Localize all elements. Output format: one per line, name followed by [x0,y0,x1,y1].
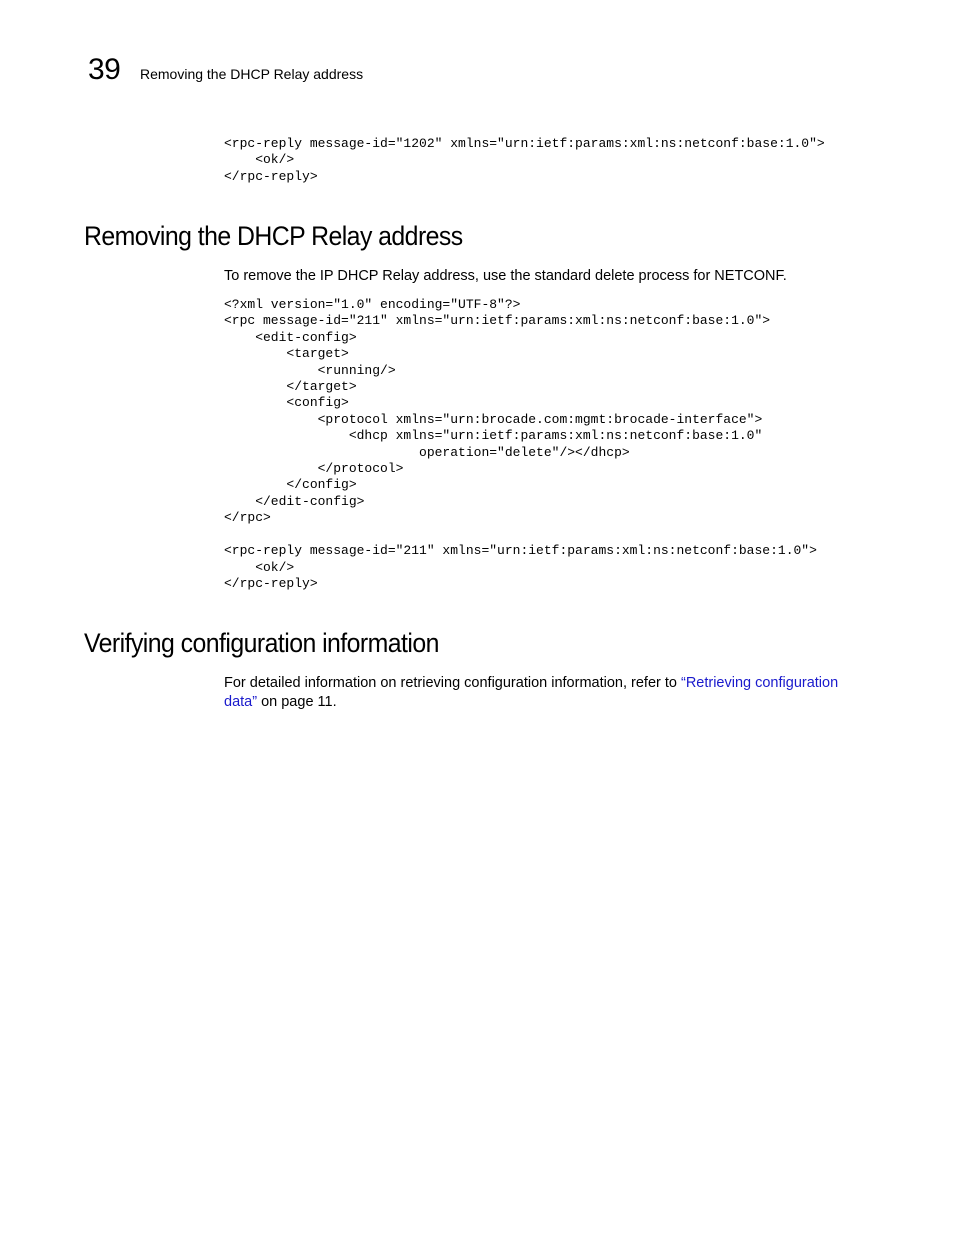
delete-dhcp-code-line: <ok/> [224,559,295,575]
rpc-reply-code-line: <rpc-reply message-id="1202" xmlns="urn:ietf:params:xml:ns:netconf:base:1.0"> [224,136,825,151]
delete-dhcp-code-line: <dhcp xmlns="urn:ietf:params:xml:ns:netconf:base:1.0" [224,428,763,444]
verifying-text-before-link: For detailed information on retrieving configuration information, refer to [224,675,681,691]
rpc-reply-code-line: </rpc-reply> [224,168,318,184]
delete-dhcp-code-line: </edit-config> [224,493,365,509]
delete-dhcp-code-line: <?xml version="1.0" encoding="UTF-8"?> [224,297,521,312]
delete-dhcp-code-line: <edit-config> [224,329,357,345]
delete-dhcp-code-line: <running/> [224,362,396,378]
delete-dhcp-code-line: <protocol xmlns="urn:brocade.com:mgmt:brocade-interface"> [224,411,763,427]
rpc-reply-code-line: <ok/> [224,152,295,168]
delete-dhcp-code-line: operation="delete"/></dhcp> [224,444,630,460]
delete-dhcp-code-line: <target> [224,346,349,362]
delete-dhcp-code-line: <rpc-reply message-id="211" xmlns="urn:ietf:params:xml:ns:netconf:base:1.0"> [224,543,817,559]
delete-dhcp-code-line [224,527,817,543]
delete-dhcp-code-line: </protocol> [224,461,404,477]
verifying-text-after-link: on page 11. [257,694,337,710]
chapter-number: 39 [88,53,121,86]
delete-dhcp-code-line: <rpc message-id="211" xmlns="urn:ietf:params:xml:ns:netconf:base:1.0"> [224,313,771,329]
removing-intro-paragraph: To remove the IP DHCP Relay address, use the standard delete process for NETCONF. [224,268,787,284]
verifying-paragraph [224,674,874,712]
delete-dhcp-code-line: </rpc> [224,510,271,526]
retrieving-configuration-data-link[interactable]: “Retrieving configuration data” [224,675,839,710]
delete-dhcp-code-line: </target> [224,379,357,395]
delete-dhcp-code-line: <config> [224,395,349,411]
delete-dhcp-code-line: </config> [224,477,357,493]
rpc-reply-code-block [224,136,825,185]
delete-dhcp-code-line: </rpc-reply> [224,575,318,591]
section-heading-verifying-configuration: Verifying configuration information [84,628,439,658]
running-header-title: Removing the DHCP Relay address [140,66,364,82]
section-heading-removing-dhcp-relay: Removing the DHCP Relay address [84,221,463,251]
delete-dhcp-relay-code-block [224,297,817,592]
